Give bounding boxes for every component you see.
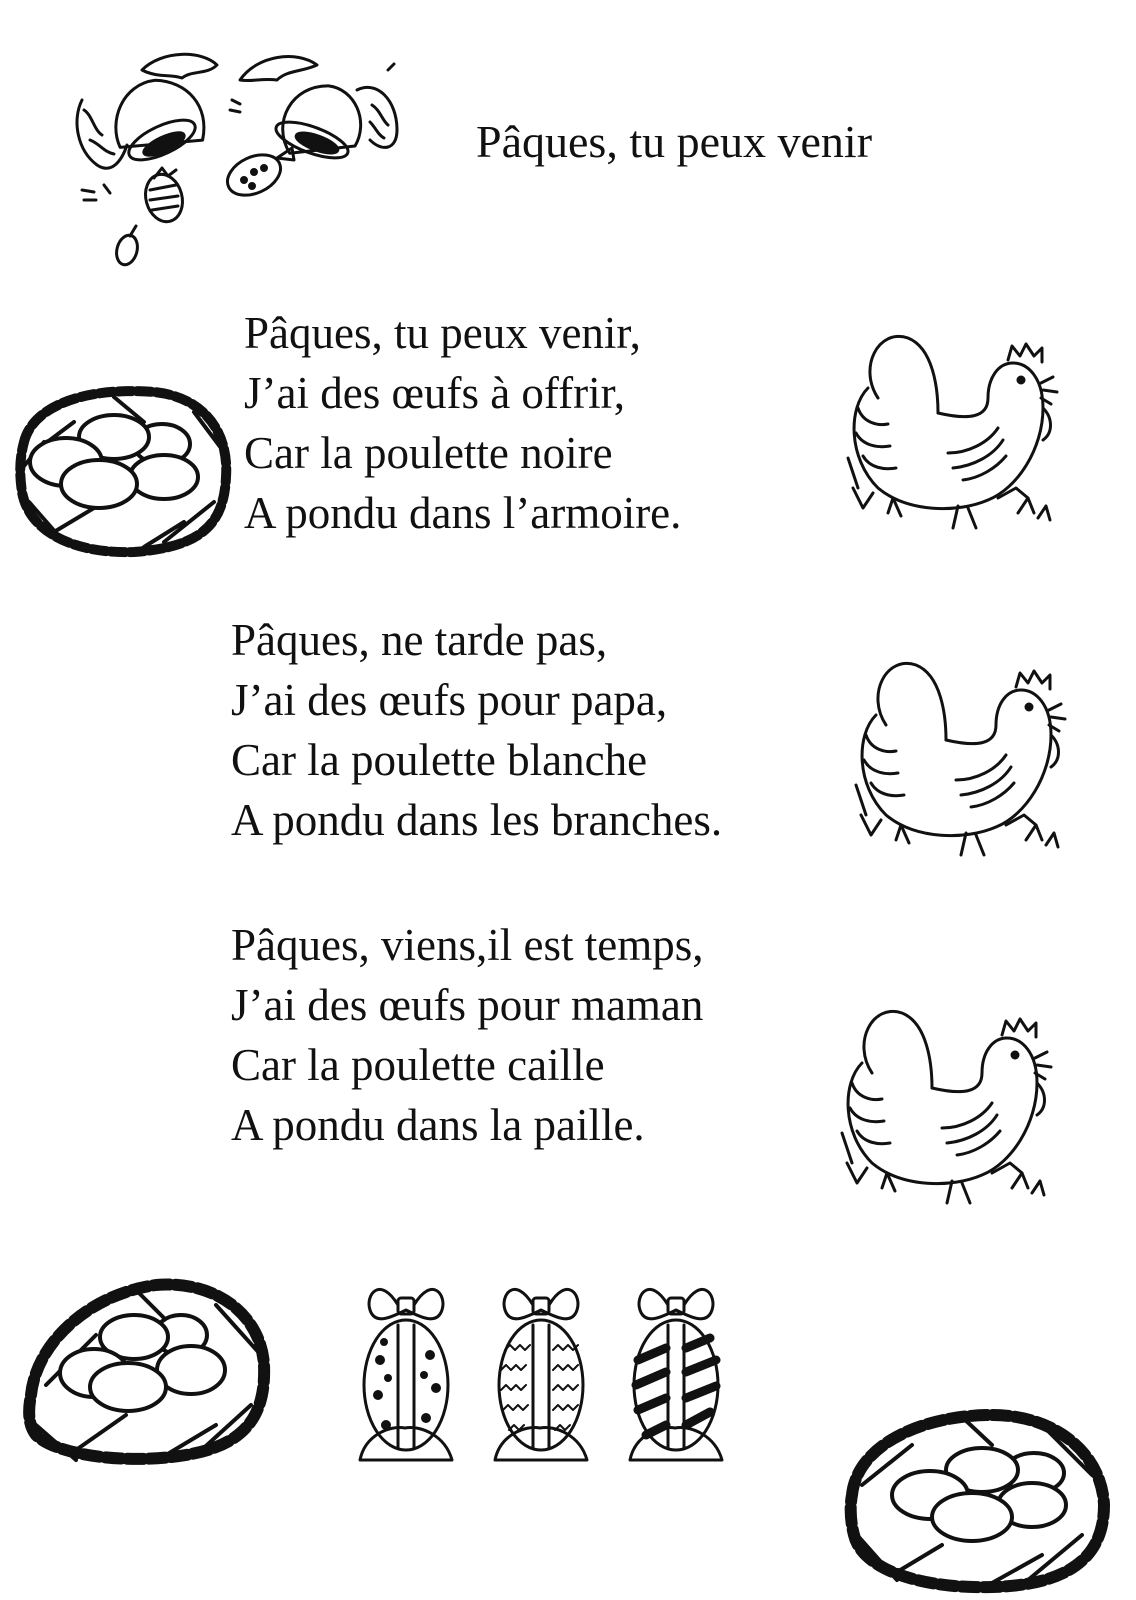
verse-line: Car la poulette caille <box>231 1040 605 1090</box>
egg-nest-icon <box>16 1275 276 1475</box>
verse-line: Pâques, viens,il est temps, <box>231 920 704 970</box>
verse-line: J’ai des œufs pour papa, <box>231 675 668 725</box>
verse-line: A pondu dans les branches. <box>231 795 723 845</box>
egg-nest-icon <box>14 382 234 562</box>
stanza-1 <box>244 303 681 543</box>
verse-line: Car la poulette blanche <box>231 735 648 785</box>
stanza-3 <box>231 915 703 1155</box>
verse-line: A pondu dans l’armoire. <box>244 488 682 538</box>
hen-icon <box>856 655 1096 865</box>
verse-line: J’ai des œufs à offrir, <box>244 368 626 418</box>
hen-icon <box>842 1003 1082 1213</box>
flying-bells-icon <box>72 40 422 280</box>
egg-nest-icon <box>842 1405 1112 1595</box>
stanza-2 <box>231 610 722 850</box>
verse-line: Pâques, ne tarde pas, <box>231 615 608 665</box>
verse-line: A pondu dans la paille. <box>231 1100 645 1150</box>
verse-line: Pâques, tu peux venir, <box>244 308 641 358</box>
verse-line: Car la poulette noire <box>244 428 613 478</box>
hen-icon <box>848 328 1088 538</box>
poem-title: Pâques, tu peux venir <box>476 116 873 167</box>
verse-line: J’ai des œufs pour maman <box>231 980 704 1030</box>
decorated-easter-eggs-icon <box>360 1270 760 1480</box>
